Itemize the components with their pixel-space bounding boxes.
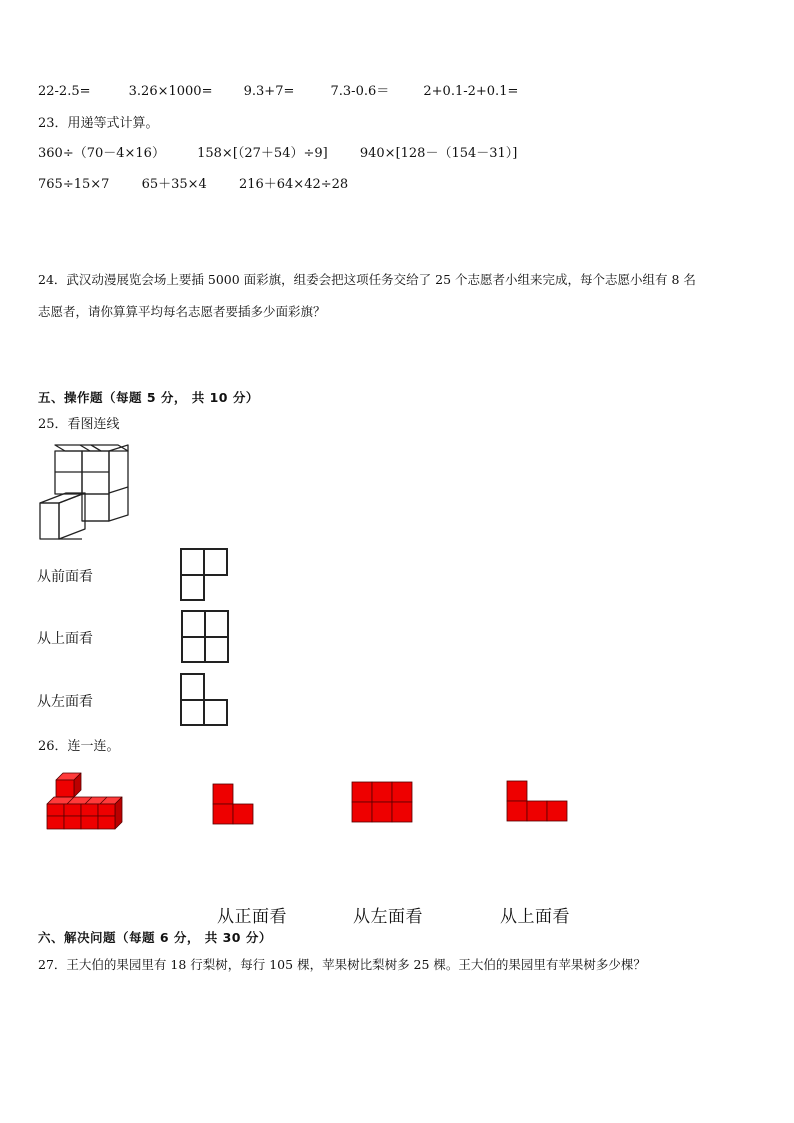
- q26-red-cube-figure: [44, 770, 126, 832]
- q26-label-left: 从左面看: [353, 907, 423, 927]
- q23-expression: 940×[128－（154－31）]: [359, 146, 518, 161]
- view-label-front: 从前面看: [37, 569, 93, 585]
- q23-expression: 765÷15×7: [38, 177, 110, 192]
- view-label-left: 从左面看: [37, 694, 93, 710]
- q25-view-front: [180, 548, 230, 602]
- section-6-heading: 六、解决问题（每题 6 分， 共 30 分）: [38, 930, 272, 945]
- q23-row-1: [38, 145, 517, 163]
- section-5-heading: 五、操作题（每题 5 分， 共 10 分）: [38, 390, 259, 405]
- q25-prompt: 25．看图连线: [38, 417, 120, 432]
- q22-item: 7.3-0.6＝: [330, 84, 390, 99]
- q22-item: 9.3+7=: [243, 84, 295, 99]
- q22-row: [38, 83, 518, 101]
- q23-expression: 158×[（27＋54）÷9]: [197, 146, 328, 161]
- q26-label-top: 从上面看: [500, 907, 570, 927]
- q26-label-front: 从正面看: [217, 907, 287, 927]
- q23-row-2: [38, 176, 348, 194]
- q26-view-2x3-grid: [351, 781, 413, 825]
- q26-view-l-shape: [212, 783, 256, 825]
- view-label-top: 从上面看: [37, 631, 93, 647]
- q27-text: 27．王大伯的果园里有 18 行梨树，每行 105 棵，苹果树比梨树多 25 棵。王大伯的果园里有苹果树多少棵？: [38, 957, 646, 972]
- q23-prompt: 23．用递等式计算。: [38, 116, 159, 131]
- q26-prompt: 26．连一连。: [38, 739, 120, 754]
- q23-expression: 216＋64×42÷28: [238, 177, 349, 192]
- q25-cube-figure: [38, 443, 133, 543]
- q26-view-long-l-shape: [506, 780, 570, 824]
- q24-text-line-2: 志愿者，请你算算平均每名志愿者要插多少面彩旗？: [38, 304, 326, 319]
- q23-expression: 360÷（70－4×16）: [38, 146, 165, 161]
- q25-view-top: [181, 610, 231, 664]
- q22-item: 3.26×1000=: [128, 84, 213, 99]
- q22-item: 22-2.5=: [38, 84, 91, 99]
- q25-view-left: [180, 673, 230, 727]
- q22-item: 2+0.1-2+0.1=: [423, 84, 519, 99]
- q24-text-line-1: 24．武汉动漫展览会场上要插 5000 面彩旗，组委会把这项任务交给了 25 个志愿者小组来完成，每个志愿小组有 8 名: [38, 272, 696, 287]
- q23-expression: 65＋35×4: [141, 177, 207, 192]
